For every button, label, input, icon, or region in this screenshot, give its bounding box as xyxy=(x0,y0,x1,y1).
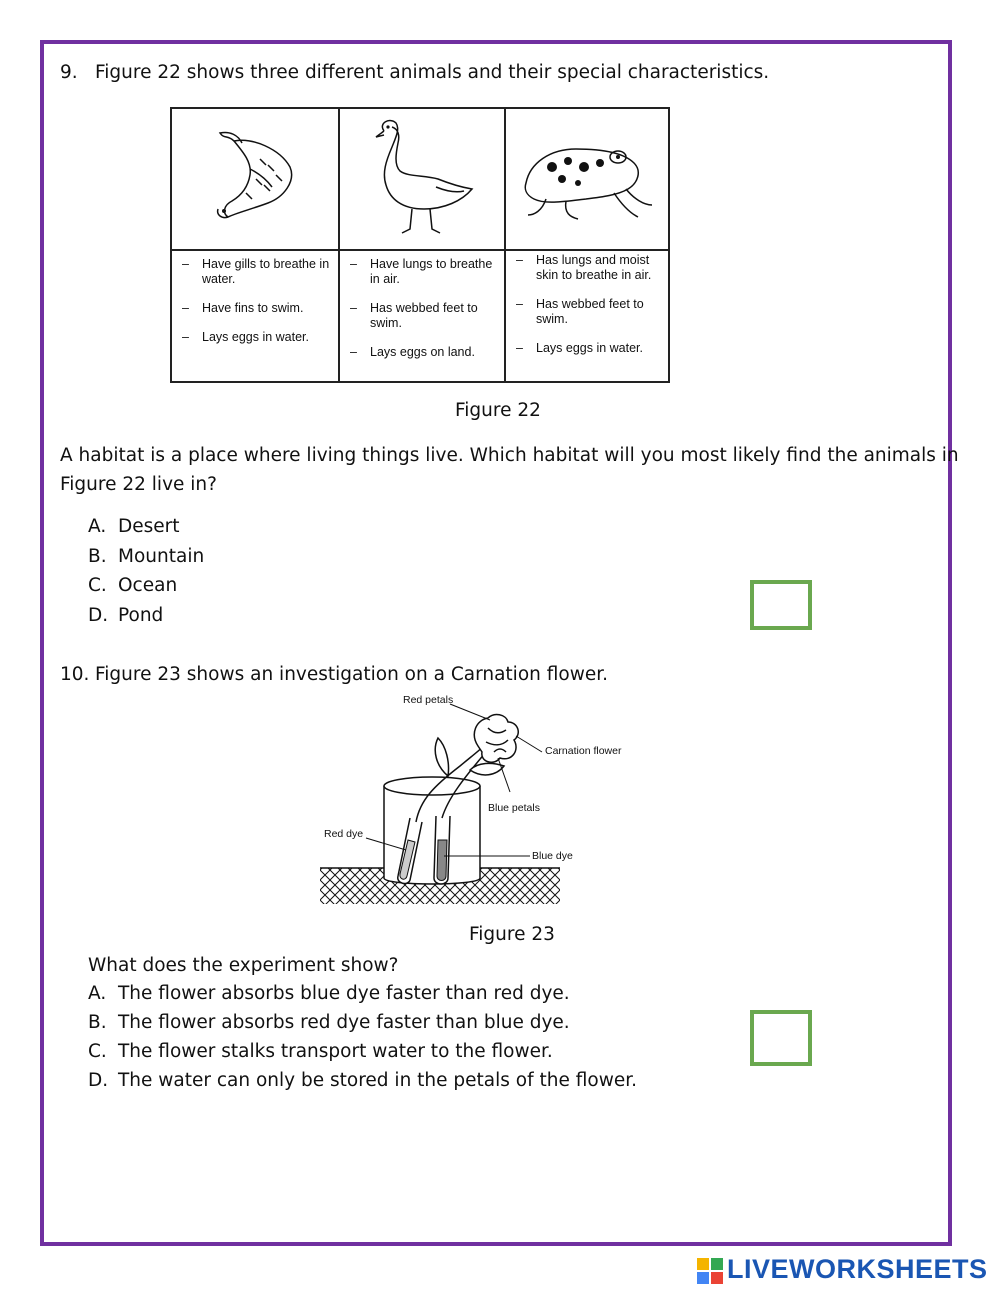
option-letter: A. xyxy=(88,983,107,1004)
trait-item: – Lays eggs in water. xyxy=(512,341,670,356)
q9-question-line1: A habitat is a place where living things live. Which habitat will you most likely find the animals in xyxy=(60,445,959,466)
option-text: Ocean xyxy=(118,575,178,596)
frog-traits xyxy=(512,253,670,370)
q10-question: What does the experiment show? xyxy=(88,955,399,976)
figure-23-caption: Figure 23 xyxy=(469,924,555,945)
fish-illustration xyxy=(172,109,338,249)
option-letter: B. xyxy=(88,1012,107,1033)
option-text: The flower absorbs blue dye faster than red dye. xyxy=(118,983,570,1004)
label-red-petals: Red petals xyxy=(403,694,454,706)
figure-22-caption: Figure 22 xyxy=(455,400,541,421)
trait-item: – Have fins to swim. xyxy=(178,301,336,316)
trait-item: – Have gills to breathe in water. xyxy=(178,257,336,287)
carnation-experiment-illustration xyxy=(300,690,640,920)
label-red-dye: Red dye xyxy=(324,828,364,840)
option-text: Mountain xyxy=(118,546,205,567)
label-blue-dye: Blue dye xyxy=(532,850,573,862)
trait-item: – Has webbed feet to swim. xyxy=(346,301,504,331)
frog-illustration xyxy=(506,109,672,249)
trait-item: – Lays eggs in water. xyxy=(178,330,336,345)
q9-answer-box[interactable] xyxy=(750,580,812,630)
option-text: Pond xyxy=(118,605,164,626)
option-letter: B. xyxy=(88,546,107,567)
option-letter: C. xyxy=(88,575,107,596)
figure-23-diagram xyxy=(300,690,640,920)
figure-22-column-fish xyxy=(172,109,338,381)
figure-22-column-swan xyxy=(340,109,506,381)
trait-item: – Have lungs to breathe in air. xyxy=(346,257,504,287)
option-letter: D. xyxy=(88,605,109,626)
q10-intro: Figure 23 shows an investigation on a Carnation flower. xyxy=(95,664,609,685)
option-text: The flower stalks transport water to the flower. xyxy=(118,1041,553,1062)
option-text: Desert xyxy=(118,516,180,537)
q9-intro: Figure 22 shows three different animals and their special characteristics. xyxy=(95,62,770,83)
trait-item: – Lays eggs on land. xyxy=(346,345,504,360)
figure-22-table xyxy=(170,107,670,383)
swan-traits xyxy=(346,257,504,374)
swan-illustration xyxy=(340,109,506,249)
figure-22-column-frog xyxy=(506,109,672,381)
trait-item: – Has lungs and moist skin to breathe in air. xyxy=(512,253,670,283)
q9-number: 9. xyxy=(60,62,78,83)
q10-answer-box[interactable] xyxy=(750,1010,812,1066)
label-carnation-flower: Carnation flower xyxy=(545,745,622,757)
q9-question-line2: Figure 22 live in? xyxy=(60,474,217,495)
q10-number: 10. xyxy=(60,664,90,685)
label-blue-petals: Blue petals xyxy=(488,802,540,814)
option-text: The flower absorbs red dye faster than blue dye. xyxy=(118,1012,570,1033)
brand-name[interactable]: LIVEWORKSHEETS xyxy=(727,1254,988,1284)
option-letter: C. xyxy=(88,1041,107,1062)
option-letter: D. xyxy=(88,1070,109,1091)
fish-traits xyxy=(178,257,336,359)
option-text: The water can only be stored in the petals of the flower. xyxy=(118,1070,638,1091)
trait-item: – Has webbed feet to swim. xyxy=(512,297,670,327)
option-letter: A. xyxy=(88,516,107,537)
liveworksheets-logo-icon xyxy=(695,1256,725,1286)
